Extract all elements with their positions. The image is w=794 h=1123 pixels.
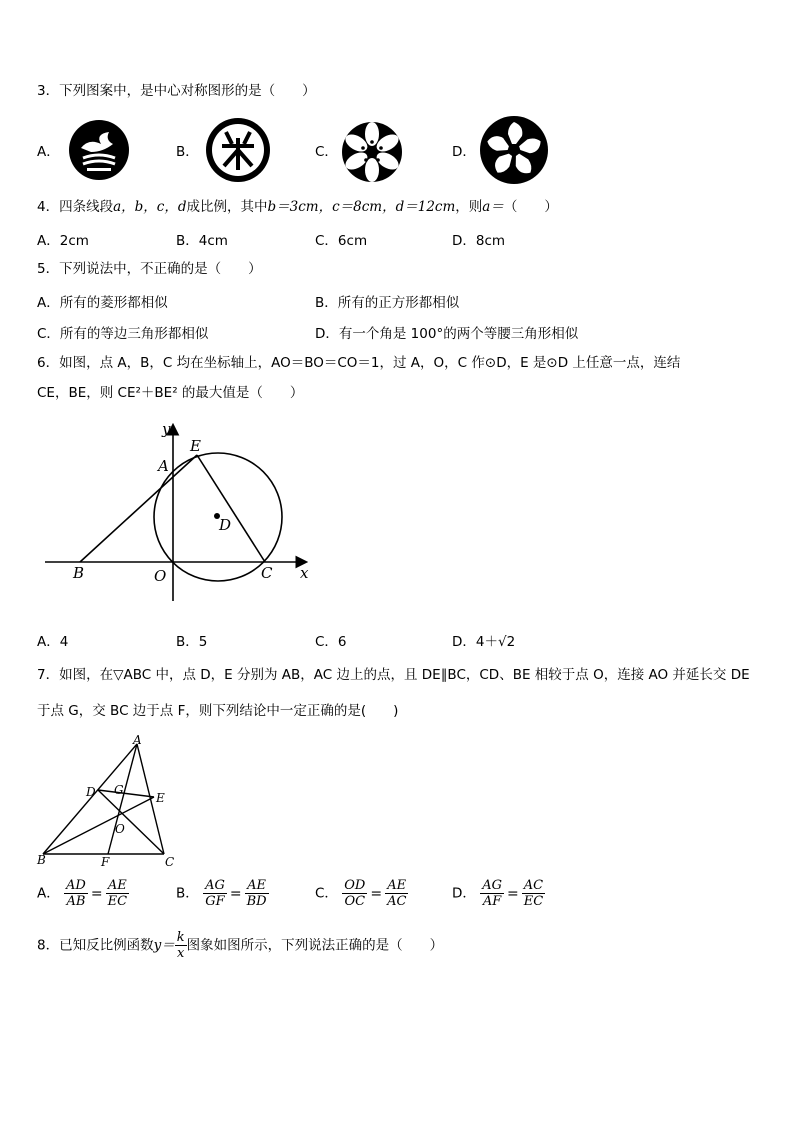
- emblem-hands-icon: [478, 114, 550, 186]
- q7-option-d: D． $\frac{AG}{AF}$ = $\frac{AC}{EC}$: [452, 878, 544, 909]
- label-c: C: [261, 564, 273, 582]
- segment-be: [43, 797, 154, 854]
- q7-stem-line2: 于点 G，交 BC 边于点 F，则下列结论中一定正确的是( ): [37, 703, 399, 719]
- segment-ec: [197, 455, 265, 562]
- q3-option-b-label: B．: [176, 144, 199, 160]
- label-f: F: [101, 855, 110, 869]
- q5-option-b: B．所有的正方形都相似: [315, 295, 460, 311]
- q5-option-d: D．有一个角是 100°的两个等腰三角形相似: [315, 326, 579, 342]
- q6-option-c: C．6: [315, 634, 347, 650]
- q7-option-b: B． $\frac{AG}{GF}$ = $\frac{AE}{BD}$: [176, 878, 267, 909]
- label-d: D: [86, 785, 96, 799]
- q6-figure: [40, 418, 320, 608]
- label-e: E: [156, 791, 165, 805]
- label-d: D: [219, 516, 232, 534]
- label-o: O: [154, 567, 167, 585]
- q3-stem: 3．下列图案中，是中心对称图形的是（ ）: [37, 83, 316, 99]
- label-y: y: [162, 420, 171, 438]
- segment-be: [80, 455, 197, 562]
- emblem-character-icon: [204, 116, 272, 184]
- label-x: x: [300, 564, 309, 582]
- q3-option-c-label: C．: [315, 144, 338, 160]
- label-a: A: [133, 733, 142, 747]
- q6-option-d: D．4＋√2: [452, 634, 516, 650]
- fraction-k-over-x: $\frac{k}{x}$: [176, 930, 185, 961]
- q8-stem: 8．已知反比例函数y＝ $\frac{k}{x}$ 图象如图所示，下列说法正确的是（ ）: [37, 930, 444, 961]
- q5-option-c: C．所有的等边三角形都相似: [37, 326, 209, 342]
- q6-stem-line2: CE，BE，则 CE²＋BE² 的最大值是（ ）: [37, 385, 304, 401]
- segment-dc: [98, 790, 164, 854]
- q7-option-c: C． $\frac{OD}{OC}$ = $\frac{AE}{AC}$: [315, 878, 407, 909]
- q4-option-b: B．4cm: [176, 233, 228, 249]
- q4-stem: 4．四条线段a，b，c，d成比例，其中b＝3cm，c＝8cm，d＝12cm，则a＝（ ）: [37, 199, 558, 215]
- q7-stem-line1: 7．如图，在▽ABC 中，点 D，E 分别为 AB，AC 边上的点，且 DE∥BC，CD、BE 相较于点 O，连接 AO 并延长交 DE: [37, 667, 750, 683]
- q4-option-a: A．2cm: [37, 233, 89, 249]
- emblem-flower-icon: [340, 120, 404, 184]
- label-e: E: [190, 437, 201, 455]
- label-g: G: [114, 783, 124, 797]
- q7-option-a: A． $\frac{AD}{AB}$ = $\frac{AE}{EC}$: [37, 878, 128, 909]
- q6-option-a: A．4: [37, 634, 69, 650]
- label-b: B: [37, 853, 46, 867]
- q6-option-b: B．5: [176, 634, 208, 650]
- label-c: C: [165, 855, 175, 869]
- q4-option-c: C．6cm: [315, 233, 368, 249]
- label-o: O: [115, 822, 125, 836]
- emblem-bird-icon: [67, 118, 131, 182]
- q3-option-a-label: A．: [37, 144, 60, 160]
- q7-figure: [34, 732, 184, 872]
- q6-stem-line1: 6．如图，点 A，B，C 均在坐标轴上，AO＝BO＝CO＝1，过 A，O，C 作⊙D，E 是⊙D 上任意一点，连结: [37, 355, 681, 371]
- label-a: A: [158, 457, 169, 475]
- q4-option-d: D．8cm: [452, 233, 506, 249]
- label-b: B: [73, 564, 85, 582]
- q5-stem: 5．下列说法中，不正确的是（ ）: [37, 261, 262, 277]
- segment-de: [98, 790, 154, 797]
- q3-option-d-label: D．: [452, 144, 476, 160]
- q5-option-a: A．所有的菱形都相似: [37, 295, 168, 311]
